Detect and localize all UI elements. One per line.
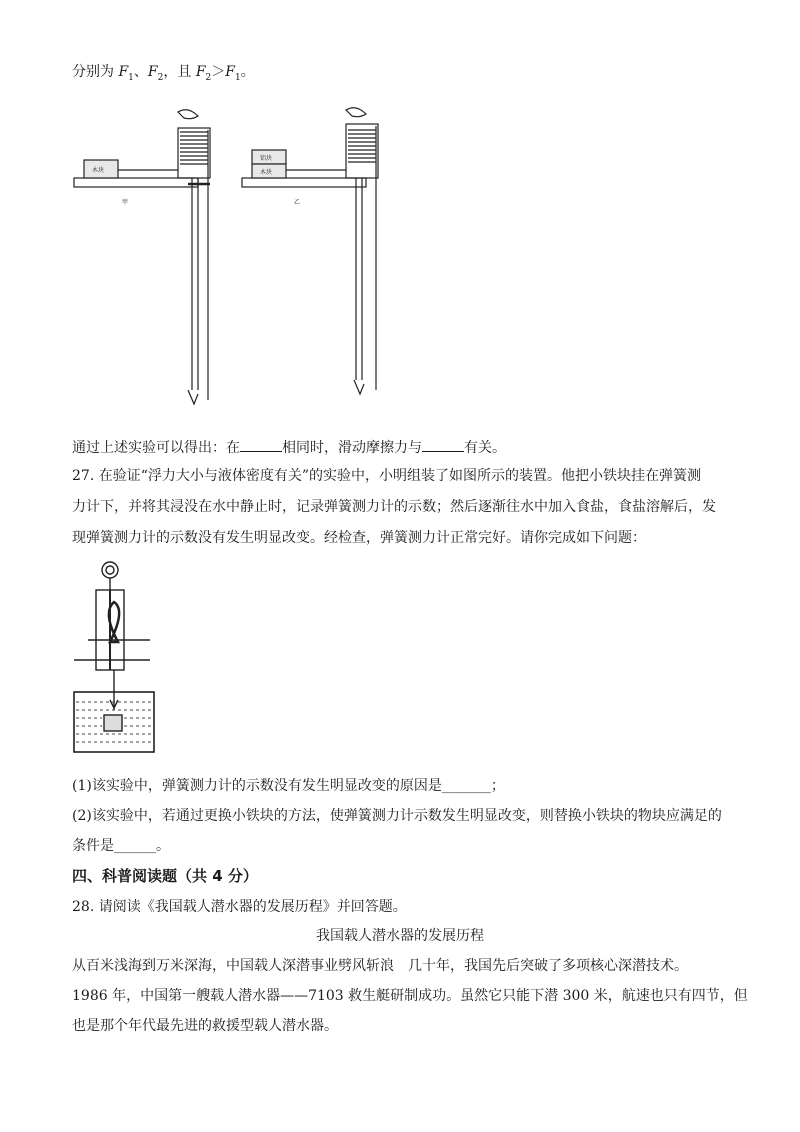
q27-sub1-text: (1)该实验中，弹簧测力计的示数没有发生明显改变的原因是 (72, 778, 442, 794)
greater-than: ＞ (211, 64, 226, 80)
article-para-1: 从百米浅海到万米深海，中国载人深潜事业劈风斩浪 几十年，我国先后突破了多项核心深潜技术。 (72, 958, 688, 974)
article-title: 我国载人潜水器的发展历程 (316, 928, 484, 944)
conclusion-part2: 相同时，滑动摩擦力与 (282, 440, 422, 456)
q27-sub1 (72, 776, 505, 796)
conclusion-part3: 有关。 (464, 440, 506, 456)
buoyancy-figure (70, 560, 170, 760)
q27-line-3: 现弹簧测力计的示数没有发生明显改变。经检查，弹簧测力计正常完好。请你完成如下问题： (72, 530, 646, 546)
block-label-bottom-right: 木块 (260, 169, 273, 176)
intro-line (72, 62, 255, 88)
block-label-left: 木块 (92, 167, 105, 174)
block-label-top-right: 铝块 (260, 155, 273, 162)
conclusion-part1: 通过上述实验可以得出：在 (72, 440, 240, 456)
q27-line-1: 27. 在验证“浮力大小与液体密度有关”的实验中，小明组装了如图所示的装置。他把小铁块挂在弹簧测 (72, 468, 702, 484)
intro-text-b: ，且 (163, 64, 196, 80)
article-para-2-line-1: 1986 年，中国第一艘载人潜水器——7103 救生艇研制成功。虽然它只能下潜 300 米，航速也只有四节，但 (72, 988, 748, 1004)
f1-symbol-b: F (225, 64, 235, 80)
conclusion-line (72, 437, 506, 458)
conclusion-blank-1[interactable] (240, 437, 282, 452)
separator: 、 (133, 64, 148, 80)
f1-subscript: 1 (128, 72, 134, 83)
intro-end: 。 (240, 64, 255, 80)
q27-sub2-blank[interactable]: ______ (114, 838, 156, 854)
q27-sub1-end: ； (490, 778, 505, 794)
f2-symbol: F (147, 64, 158, 80)
section-heading: 四、科普阅读题（共 4 分） (72, 867, 258, 885)
caption-left: 甲 (122, 199, 129, 206)
f1-subscript-b: 1 (234, 72, 241, 83)
q28-intro: 28. 请阅读《我国载人潜水器的发展历程》并回答题。 (72, 899, 407, 915)
q27-sub2-end: 。 (156, 838, 170, 854)
f2-symbol-b: F (195, 64, 206, 80)
q27-sub2-text: 条件是 (72, 838, 114, 854)
conclusion-blank-2[interactable] (422, 437, 464, 452)
apparatus-left (74, 110, 210, 404)
article-para-2-line-2: 也是那个年代最先进的救援型载人潜水器。 (72, 1018, 338, 1034)
q27-sub1-blank[interactable]: _______ (441, 778, 491, 794)
friction-figure (70, 100, 400, 415)
q27-line-2: 力计下，并将其浸没在水中静止时，记录弹簧测力计的示数；然后逐渐往水中加入食盐，食盐溶解后，发 (72, 499, 716, 515)
caption-right: 乙 (294, 199, 301, 206)
q27-sub2-line-1: (2)该实验中，若通过更换小铁块的方法，使弹簧测力计示数发生明显改变，则替换小铁块的物块应满足的 (72, 808, 722, 824)
intro-text: 分别为 (72, 64, 119, 80)
f2-subscript: 2 (157, 72, 164, 83)
q27-sub2-line-2 (72, 836, 170, 856)
f2-subscript-b: 2 (205, 72, 212, 83)
apparatus-right (242, 108, 378, 394)
f1-symbol: F (118, 64, 129, 80)
